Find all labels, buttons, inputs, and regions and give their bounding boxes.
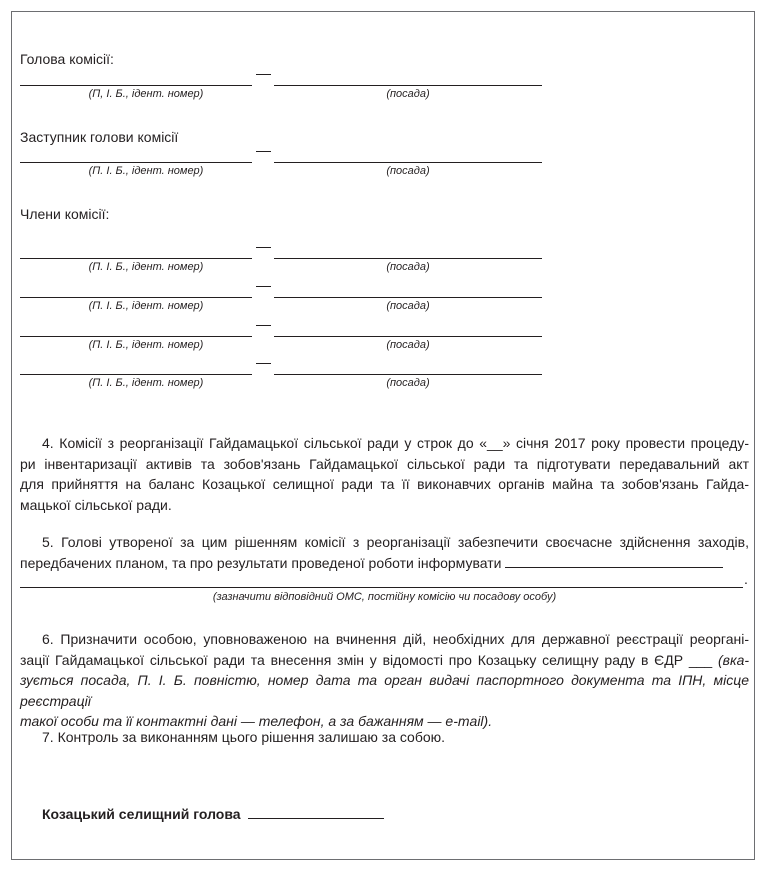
position-line (274, 85, 542, 86)
paragraph-line: 5. Голові утвореної за цим рішенням комісії з реорганізації забезпечити своєчасне здійснення заходів, (42, 534, 749, 550)
paragraph-line: 4. Комісії з реорганізації Гайдамацької сільської ради у строк до «__» січня 2017 року провести процеду- (42, 435, 749, 451)
name-caption: (П. І. Б., ідент. номер) (88, 339, 204, 351)
position-line (274, 297, 542, 298)
paragraph-line: зується посада, П. І. Б. повністю, номер дата та орган видачі паспортного документа та ІПН, місце реєстрації (20, 672, 749, 709)
separator-dash (256, 286, 271, 287)
name-caption: (П. І. Б., ідент. номер) (88, 261, 204, 273)
position-line (274, 162, 542, 163)
position-caption: (посада) (386, 300, 430, 312)
paragraph-4 (20, 433, 749, 515)
position-caption: (посада) (386, 377, 430, 389)
name-line (20, 374, 252, 375)
position-caption: (посада) (386, 165, 430, 177)
position-caption: (посада) (386, 339, 430, 351)
paragraph-line: 6. Призначити особою, уповноваженою на вчинення дій, необхідних для державної реєстрації реоргані- (42, 631, 749, 647)
name-line (20, 85, 252, 86)
separator-dash (256, 363, 271, 364)
paragraph-line (20, 553, 749, 574)
paragraph-line: мацької сільської ради. (20, 496, 172, 513)
paragraph-text: передбачених планом, та про результати проведеної роботи інформувати (20, 554, 502, 571)
separator-dash (256, 74, 271, 75)
separator-dash (256, 247, 271, 248)
name-caption: (П. І. Б., ідент. номер) (88, 165, 204, 177)
separator-dash (256, 325, 271, 326)
name-line (20, 162, 252, 163)
head-label: Голова комісії: (20, 51, 114, 67)
end-mark: . (744, 571, 748, 587)
name-line (20, 258, 252, 259)
paragraph-line: такої особи та її контактні дані — телефон, а за бажанням — e-mail). (20, 713, 493, 729)
separator-dash (256, 151, 271, 152)
signature-blank (248, 806, 384, 819)
fill-in-blank (505, 555, 723, 568)
member-signature-row (20, 336, 542, 360)
name-caption: (П, І. Б., ідент. номер) (88, 88, 204, 100)
signature-label: Козацький селищний голова (42, 806, 241, 822)
paragraph-line: для прийняття на баланс Козацької селищної ради та її виконавчих органів майна та зобов'язань Гайда- (20, 476, 749, 492)
p5-caption: (зазначити відповідний ОМС, постійну комісію чи посадову особу) (212, 591, 557, 603)
paragraph-7: 7. Контроль за виконанням цього рішення залишаю за собою. (42, 729, 446, 745)
fill-in-line (20, 587, 743, 588)
paragraph-line: ри інвентаризації активів та зобов'язань Гайдамацької сільської ради та підготувати передавальний акт (20, 455, 749, 472)
position-line (274, 374, 542, 375)
position-line (274, 336, 542, 337)
member-signature-row (20, 297, 542, 321)
name-caption: (П. І. Б., ідент. номер) (88, 377, 204, 389)
member-signature-row (20, 258, 542, 282)
member-signature-row (20, 374, 542, 398)
name-line (20, 336, 252, 337)
paragraph-6 (20, 629, 749, 732)
members-label: Члени комісії: (20, 206, 110, 222)
name-caption: (П. І. Б., ідент. номер) (88, 300, 204, 312)
position-line (274, 258, 542, 259)
paragraph-text: зації Гайдамацької сільської ради та внесення змін у відомості про Козацьку селищну раду в ЄДР ___ (20, 651, 713, 668)
signature-line (42, 806, 384, 822)
name-line (20, 297, 252, 298)
deputy-signature-row (20, 162, 542, 186)
paragraph-line (20, 650, 749, 671)
position-caption: (посада) (386, 88, 430, 100)
position-caption: (посада) (386, 261, 430, 273)
head-signature-row (20, 85, 542, 109)
paragraph-5 (20, 532, 749, 573)
deputy-label: Заступник голови комісії (20, 129, 179, 145)
paragraph-italic-text: (вка- (717, 651, 750, 668)
